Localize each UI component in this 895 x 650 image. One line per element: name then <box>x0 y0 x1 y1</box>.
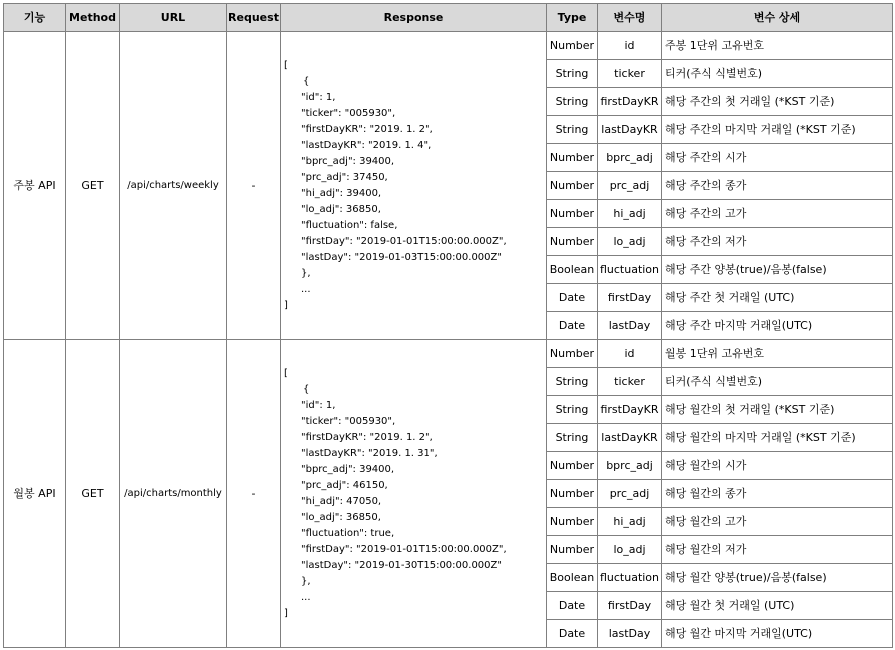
json-open-bracket: [ <box>284 367 288 379</box>
json-line: "prc_adj": 46150, <box>301 479 388 491</box>
json-line: "firstDayKR": "2019. 1. 2", <box>301 123 433 135</box>
field-type: Number <box>547 200 598 228</box>
field-var-name: bprc_adj <box>598 452 662 480</box>
json-line: "prc_adj": 37450, <box>301 171 388 183</box>
field-var-desc: 해당 주간의 저가 <box>662 228 893 256</box>
field-var-name: lo_adj <box>598 228 662 256</box>
json-ellipsis: ... <box>301 591 311 603</box>
field-var-name: lastDay <box>598 312 662 340</box>
api-response-json <box>281 32 547 340</box>
json-close-bracket: ] <box>284 299 288 311</box>
field-type: String <box>547 368 598 396</box>
field-type: Number <box>547 144 598 172</box>
field-type: Date <box>547 620 598 648</box>
field-var-desc: 해당 주간의 고가 <box>662 200 893 228</box>
field-var-desc: 해당 월간의 고가 <box>662 508 893 536</box>
field-var-desc: 해당 월간의 첫 거래일 (*KST 기준) <box>662 396 893 424</box>
field-var-name: lastDay <box>598 620 662 648</box>
field-var-name: firstDay <box>598 592 662 620</box>
json-line: "bprc_adj": 39400, <box>301 155 395 167</box>
json-close-bracket: ] <box>284 607 288 619</box>
json-line: "firstDayKR": "2019. 1. 2", <box>301 431 433 443</box>
field-var-desc: 해당 주간의 첫 거래일 (*KST 기준) <box>662 88 893 116</box>
api-feature: 주봉 API <box>4 32 66 340</box>
field-type: Date <box>547 312 598 340</box>
field-var-name: ticker <box>598 60 662 88</box>
header-request: Request <box>227 4 281 32</box>
field-type: String <box>547 60 598 88</box>
field-var-desc: 해당 월간 양봉(true)/음봉(false) <box>662 564 893 592</box>
field-var-desc: 해당 주간의 마지막 거래일 (*KST 기준) <box>662 116 893 144</box>
table-row <box>4 32 893 60</box>
json-line: "lastDayKR": "2019. 1. 31", <box>301 447 438 459</box>
header-var-name: 변수명 <box>598 4 662 32</box>
field-var-desc: 해당 월간 마지막 거래일(UTC) <box>662 620 893 648</box>
field-var-desc: 해당 주간 첫 거래일 (UTC) <box>662 284 893 312</box>
json-open-brace: { <box>303 75 310 87</box>
field-type: String <box>547 424 598 452</box>
field-type: Number <box>547 480 598 508</box>
field-type: Number <box>547 228 598 256</box>
field-var-name: firstDay <box>598 284 662 312</box>
field-var-desc: 해당 월간 첫 거래일 (UTC) <box>662 592 893 620</box>
field-var-name: id <box>598 32 662 60</box>
json-line: "hi_adj": 47050, <box>301 495 382 507</box>
field-var-desc: 티커(주식 식별번호) <box>662 368 893 396</box>
field-var-name: bprc_adj <box>598 144 662 172</box>
json-line: "ticker": "005930", <box>301 415 396 427</box>
api-url: /api/charts/weekly <box>120 32 227 340</box>
field-var-name: firstDayKR <box>598 396 662 424</box>
json-line: "lo_adj": 36850, <box>301 511 381 523</box>
field-type: Number <box>547 32 598 60</box>
json-line: "lastDay": "2019-01-30T15:00:00.000Z" <box>301 559 502 571</box>
field-var-desc: 해당 주간 양봉(true)/음봉(false) <box>662 256 893 284</box>
field-var-desc: 월봉 1단위 고유번호 <box>662 340 893 368</box>
header-url: URL <box>120 4 227 32</box>
field-var-desc: 해당 주간의 시가 <box>662 144 893 172</box>
api-request: - <box>227 340 281 648</box>
json-line: "lo_adj": 36850, <box>301 203 381 215</box>
field-var-desc: 해당 주간의 종가 <box>662 172 893 200</box>
json-line: "fluctuation": true, <box>301 527 395 539</box>
json-ellipsis: ... <box>301 283 311 295</box>
field-type: Number <box>547 508 598 536</box>
field-var-name: prc_adj <box>598 172 662 200</box>
field-type: Boolean <box>547 256 598 284</box>
field-type: Number <box>547 340 598 368</box>
table-row <box>4 340 893 368</box>
field-var-name: hi_adj <box>598 508 662 536</box>
api-spec-table <box>3 3 893 648</box>
field-var-name: lastDayKR <box>598 116 662 144</box>
json-block <box>284 366 546 622</box>
field-type: Number <box>547 172 598 200</box>
field-var-name: prc_adj <box>598 480 662 508</box>
field-var-desc: 해당 월간의 마지막 거래일 (*KST 기준) <box>662 424 893 452</box>
field-var-desc: 해당 주간 마지막 거래일(UTC) <box>662 312 893 340</box>
json-line: "firstDay": "2019-01-01T15:00:00.000Z", <box>301 543 507 555</box>
json-line: "id": 1, <box>301 399 336 411</box>
json-line: "lastDay": "2019-01-03T15:00:00.000Z" <box>301 251 502 263</box>
json-line: "id": 1, <box>301 91 336 103</box>
field-var-name: id <box>598 340 662 368</box>
field-type: Number <box>547 536 598 564</box>
table-body <box>4 32 893 648</box>
json-line: "ticker": "005930", <box>301 107 396 119</box>
field-var-name: fluctuation <box>598 256 662 284</box>
api-response-json <box>281 340 547 648</box>
header-response: Response <box>281 4 547 32</box>
field-var-desc: 티커(주식 식별번호) <box>662 60 893 88</box>
json-close-brace: }, <box>301 267 311 279</box>
field-var-desc: 해당 월간의 종가 <box>662 480 893 508</box>
field-var-desc: 해당 월간의 시가 <box>662 452 893 480</box>
field-type: String <box>547 116 598 144</box>
header-type: Type <box>547 4 598 32</box>
field-var-name: fluctuation <box>598 564 662 592</box>
field-type: Number <box>547 452 598 480</box>
header-feature: 기능 <box>4 4 66 32</box>
header-var-detail: 변수 상세 <box>662 4 893 32</box>
json-line: "firstDay": "2019-01-01T15:00:00.000Z", <box>301 235 507 247</box>
field-var-name: firstDayKR <box>598 88 662 116</box>
field-var-desc: 해당 월간의 저가 <box>662 536 893 564</box>
json-block <box>284 58 546 314</box>
json-line: "fluctuation": false, <box>301 219 398 231</box>
api-method: GET <box>66 340 120 648</box>
api-feature: 월봉 API <box>4 340 66 648</box>
field-type: Date <box>547 592 598 620</box>
field-type: Date <box>547 284 598 312</box>
header-method: Method <box>66 4 120 32</box>
api-method: GET <box>66 32 120 340</box>
field-type: String <box>547 396 598 424</box>
json-line: "lastDayKR": "2019. 1. 4", <box>301 139 432 151</box>
json-open-bracket: [ <box>284 59 288 71</box>
field-var-desc: 주봉 1단위 고유번호 <box>662 32 893 60</box>
field-type: Boolean <box>547 564 598 592</box>
field-var-name: hi_adj <box>598 200 662 228</box>
field-type: String <box>547 88 598 116</box>
json-line: "bprc_adj": 39400, <box>301 463 395 475</box>
api-url: /api/charts/monthly <box>120 340 227 648</box>
json-line: "hi_adj": 39400, <box>301 187 382 199</box>
field-var-name: lastDayKR <box>598 424 662 452</box>
field-var-name: lo_adj <box>598 536 662 564</box>
api-request: - <box>227 32 281 340</box>
json-open-brace: { <box>303 383 310 395</box>
json-close-brace: }, <box>301 575 311 587</box>
field-var-name: ticker <box>598 368 662 396</box>
header-row <box>4 4 893 32</box>
